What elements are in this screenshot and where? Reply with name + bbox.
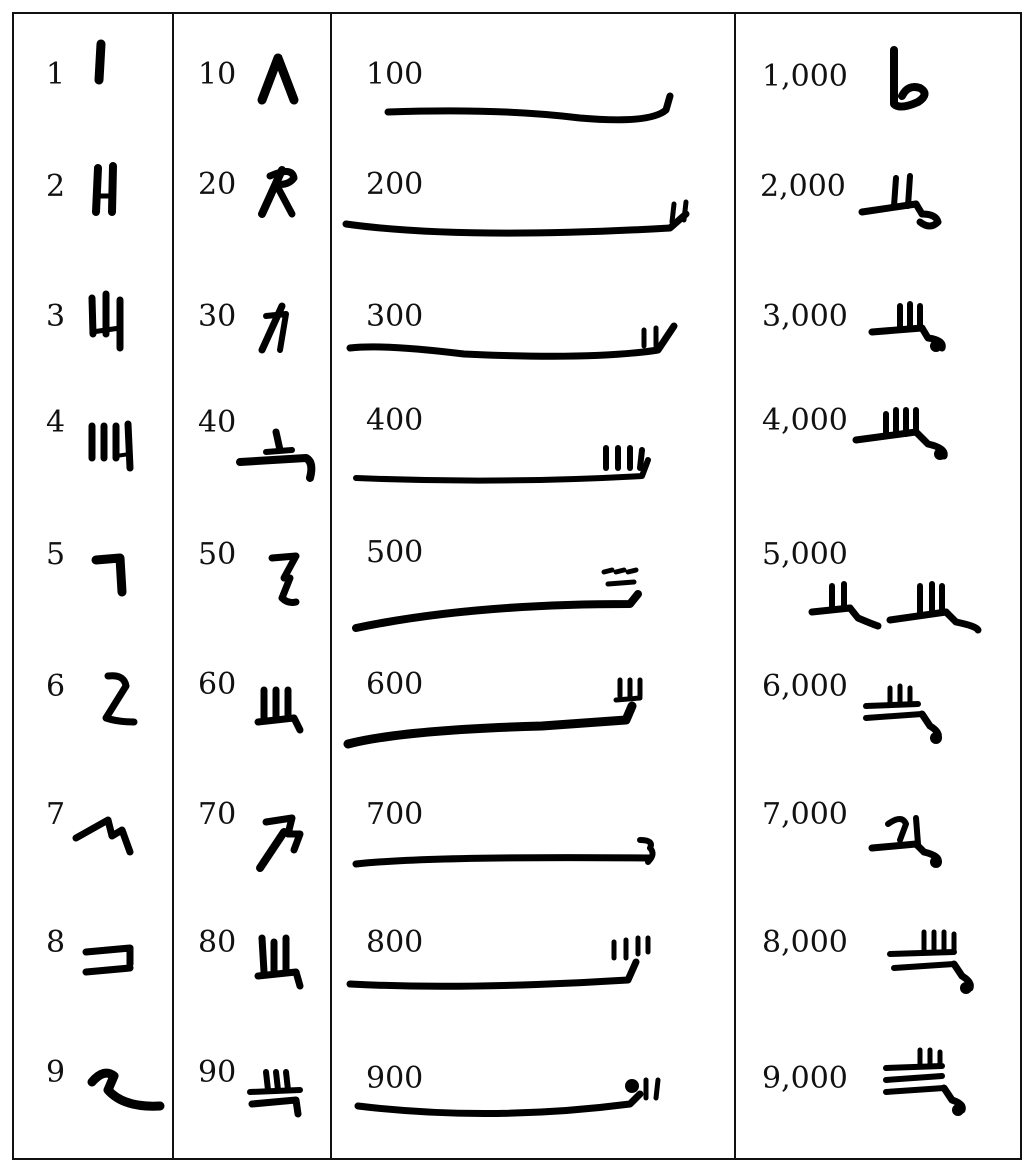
- hieratic-glyph-700: [350, 834, 670, 874]
- hundreds-label-300: 300: [366, 299, 424, 334]
- hieratic-glyph-10: [256, 50, 306, 105]
- hieratic-glyph-2: [88, 160, 128, 220]
- hieratic-glyph-500: [350, 564, 660, 636]
- hieratic-glyph-900: [350, 1070, 670, 1130]
- hieratic-glyph-30: [256, 300, 296, 355]
- hieratic-glyph-90: [244, 1068, 314, 1123]
- thousands-label-6000: 6,000: [762, 669, 848, 704]
- hieratic-glyph-60: [254, 682, 309, 737]
- hieratic-glyph-9: [86, 1060, 171, 1130]
- hieratic-glyph-7000: [866, 806, 956, 871]
- thousands-label-9000: 9,000: [762, 1061, 848, 1096]
- unit-label-9: 9: [46, 1055, 66, 1090]
- hundreds-label-100: 100: [366, 57, 424, 92]
- hieratic-glyph-200: [340, 196, 710, 246]
- hieratic-glyph-100: [380, 80, 680, 130]
- hieratic-glyph-8: [80, 940, 140, 980]
- hundreds-label-200: 200: [366, 167, 424, 202]
- tens-label-90: 90: [198, 1055, 237, 1090]
- unit-label-8: 8: [46, 925, 66, 960]
- hieratic-glyph-70: [254, 810, 309, 875]
- thousands-label-4000: 4,000: [762, 403, 848, 438]
- hundreds-label-900: 900: [366, 1061, 424, 1096]
- hundreds-label-400: 400: [366, 403, 424, 438]
- tens-label-40: 40: [198, 405, 237, 440]
- hieratic-glyph-6000: [860, 680, 950, 750]
- hieratic-glyph-5: [90, 550, 135, 600]
- hieratic-glyph-20: [254, 162, 304, 222]
- unit-label-3: 3: [46, 299, 66, 334]
- column-divider-1: [172, 12, 174, 1160]
- hieratic-glyph-80: [254, 932, 309, 992]
- hieratic-glyph-50: [266, 548, 306, 610]
- hieratic-glyph-4000: [850, 400, 960, 465]
- hundreds-label-800: 800: [366, 925, 424, 960]
- thousands-label-5000: 5,000: [762, 537, 848, 572]
- thousands-label-7000: 7,000: [762, 797, 848, 832]
- unit-label-7: 7: [46, 797, 66, 832]
- tens-label-50: 50: [198, 537, 237, 572]
- tens-label-80: 80: [198, 925, 237, 960]
- thousands-label-3000: 3,000: [762, 299, 848, 334]
- hundreds-label-600: 600: [366, 667, 424, 702]
- unit-label-4: 4: [46, 405, 66, 440]
- hieratic-glyph-7: [72, 808, 142, 868]
- thousands-label-2000: 2,000: [760, 169, 846, 204]
- hundreds-label-500: 500: [366, 535, 424, 570]
- hieratic-glyph-40: [236, 428, 321, 488]
- unit-label-2: 2: [46, 169, 66, 204]
- tens-label-20: 20: [198, 167, 237, 202]
- hieratic-glyph-3000: [866, 296, 956, 356]
- tens-label-60: 60: [198, 667, 237, 702]
- thousands-label-1000: 1,000: [762, 59, 848, 94]
- hieratic-glyph-9000: [878, 1046, 978, 1121]
- hieratic-glyph-1: [90, 40, 110, 85]
- hieratic-glyph-400: [350, 440, 660, 490]
- unit-label-1: 1: [46, 57, 66, 92]
- hundreds-label-700: 700: [366, 797, 424, 832]
- column-divider-2: [330, 12, 332, 1160]
- hieratic-glyph-8000: [884, 926, 984, 1000]
- hieratic-glyph-600: [342, 674, 662, 754]
- hieratic-glyph-3: [84, 290, 134, 355]
- hieratic-glyph-1000: [880, 44, 940, 119]
- hieratic-glyph-5000: [806, 576, 991, 636]
- hieratic-glyph-800: [344, 932, 664, 992]
- hieratic-glyph-4: [84, 418, 144, 473]
- tens-label-30: 30: [198, 299, 237, 334]
- hieratic-glyph-300: [344, 320, 684, 370]
- unit-label-5: 5: [46, 537, 66, 572]
- column-divider-3: [734, 12, 736, 1160]
- hieratic-glyph-2000: [856, 168, 946, 233]
- tens-label-70: 70: [198, 797, 237, 832]
- thousands-label-8000: 8,000: [762, 925, 848, 960]
- tens-label-10: 10: [198, 57, 237, 92]
- hieratic-glyph-6: [96, 668, 141, 733]
- unit-label-6: 6: [46, 669, 66, 704]
